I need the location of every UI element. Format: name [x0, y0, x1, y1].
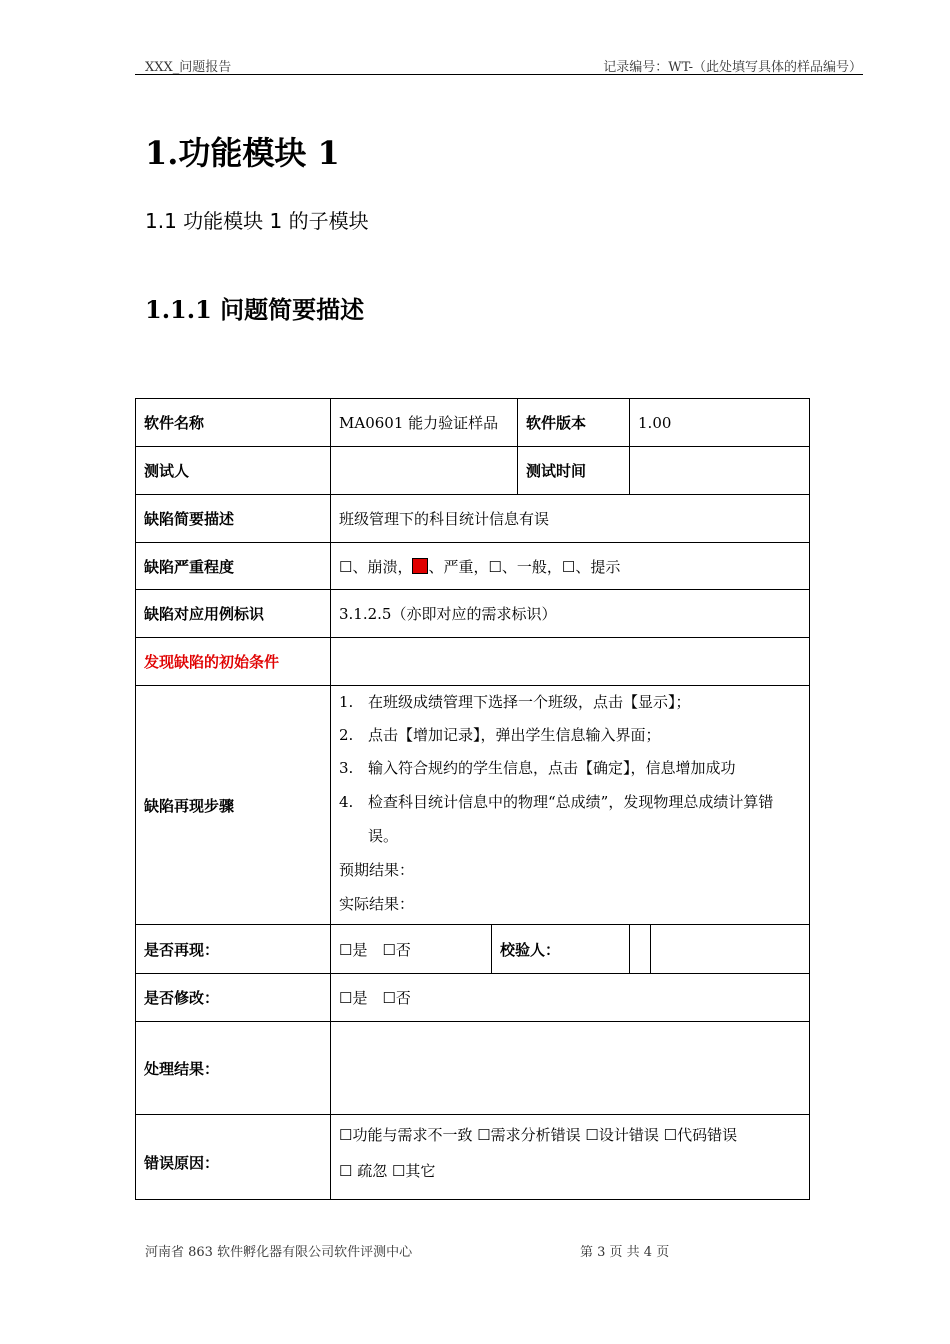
severity-options	[331, 543, 810, 590]
cause-label: 错误原因：	[136, 1115, 331, 1200]
verifier-value[interactable]	[651, 925, 809, 973]
cause-cell	[331, 1115, 810, 1200]
list-item: 4. 检查科目统计信息中的物理“总成绩”，发现物理总成绩计算错误。	[339, 793, 774, 845]
table-row	[136, 638, 810, 686]
verifier-cell	[630, 925, 810, 974]
software-name-label: 软件名称	[136, 399, 331, 447]
table-row	[136, 399, 810, 447]
footer-page-number: 第 3 页 共 4 页	[580, 1245, 670, 1260]
tester-value[interactable]	[331, 447, 518, 495]
cause-options-line2[interactable]: ☐ 疏忽 ☐其它	[339, 1162, 436, 1180]
table-row	[136, 447, 810, 495]
tester-label: 测试人	[136, 447, 331, 495]
table-row	[136, 590, 810, 638]
modified-options[interactable]: ☐是 ☐否	[331, 974, 810, 1022]
case-id-value: 3.1.2.5（亦即对应的需求标识）	[331, 590, 810, 638]
actual-result-label: 实际结果：	[339, 895, 415, 913]
table-row	[136, 495, 810, 543]
defect-summary-label: 缺陷简要描述	[136, 495, 331, 543]
test-time-label: 测试时间	[518, 447, 630, 495]
table-row	[136, 1115, 810, 1200]
initial-condition-value[interactable]	[331, 638, 810, 686]
steps-list	[339, 686, 801, 853]
header-left: XXX_问题报告	[145, 60, 232, 75]
modified-label: 是否修改：	[136, 974, 331, 1022]
reproducible-label: 是否再现：	[136, 925, 331, 974]
defect-summary-value: 班级管理下的科目统计信息有误	[331, 495, 810, 543]
initial-condition-label: 发现缺陷的初始条件	[136, 638, 331, 686]
table-row	[136, 543, 810, 590]
software-name-value: MA0601 能力验证样品	[331, 399, 518, 447]
severity-label: 缺陷严重程度	[136, 543, 331, 590]
defect-report-table	[135, 398, 810, 1200]
table-row	[136, 974, 810, 1022]
list-item: 3. 输入符合规约的学生信息，点击【确定】，信息增加成功	[339, 759, 736, 777]
software-version-value: 1.00	[630, 399, 810, 447]
heading-2: 1.1 功能模块 1 的子模块	[145, 209, 369, 233]
header-record-number: 记录编号：WT-（此处填写具体的样品编号）	[603, 60, 862, 75]
severity-crash[interactable]: ☐、崩溃，	[339, 557, 413, 576]
table-row	[136, 1022, 810, 1115]
table-row	[136, 686, 810, 925]
result-value[interactable]	[331, 1022, 810, 1115]
expected-result-label: 预期结果：	[339, 861, 415, 879]
checked-box-icon[interactable]	[412, 558, 428, 574]
severity-hint[interactable]: ☐、提示	[561, 557, 621, 576]
footer-company: 河南省 863 软件孵化器有限公司软件评测中心	[145, 1245, 413, 1260]
steps-label: 缺陷再现步骤	[136, 686, 331, 925]
result-label: 处理结果：	[136, 1022, 331, 1115]
cause-options-line1[interactable]: ☐功能与需求不一致 ☐需求分析错误 ☐设计错误 ☐代码错误	[339, 1126, 738, 1144]
software-version-label: 软件版本	[518, 399, 630, 447]
severity-serious[interactable]: 、严重，	[428, 557, 489, 576]
steps-cell	[331, 686, 810, 925]
verifier-label: 校验人：	[492, 925, 630, 974]
case-id-label: 缺陷对应用例标识	[136, 590, 331, 638]
severity-normal[interactable]: ☐、一般，	[488, 557, 562, 576]
verifier-spacer	[630, 925, 651, 973]
header-rule	[135, 74, 863, 75]
heading-1: 1.功能模块 1	[145, 134, 340, 172]
heading-3: 1.1.1 问题简要描述	[145, 295, 365, 324]
reproducible-options[interactable]: ☐是 ☐否	[331, 925, 492, 974]
list-item: 2. 点击【增加记录】，弹出学生信息输入界面；	[339, 726, 661, 744]
list-item: 1. 在班级成绩管理下选择一个班级，点击【显示】；	[339, 693, 691, 711]
test-time-value[interactable]	[630, 447, 810, 495]
table-row	[136, 925, 810, 974]
